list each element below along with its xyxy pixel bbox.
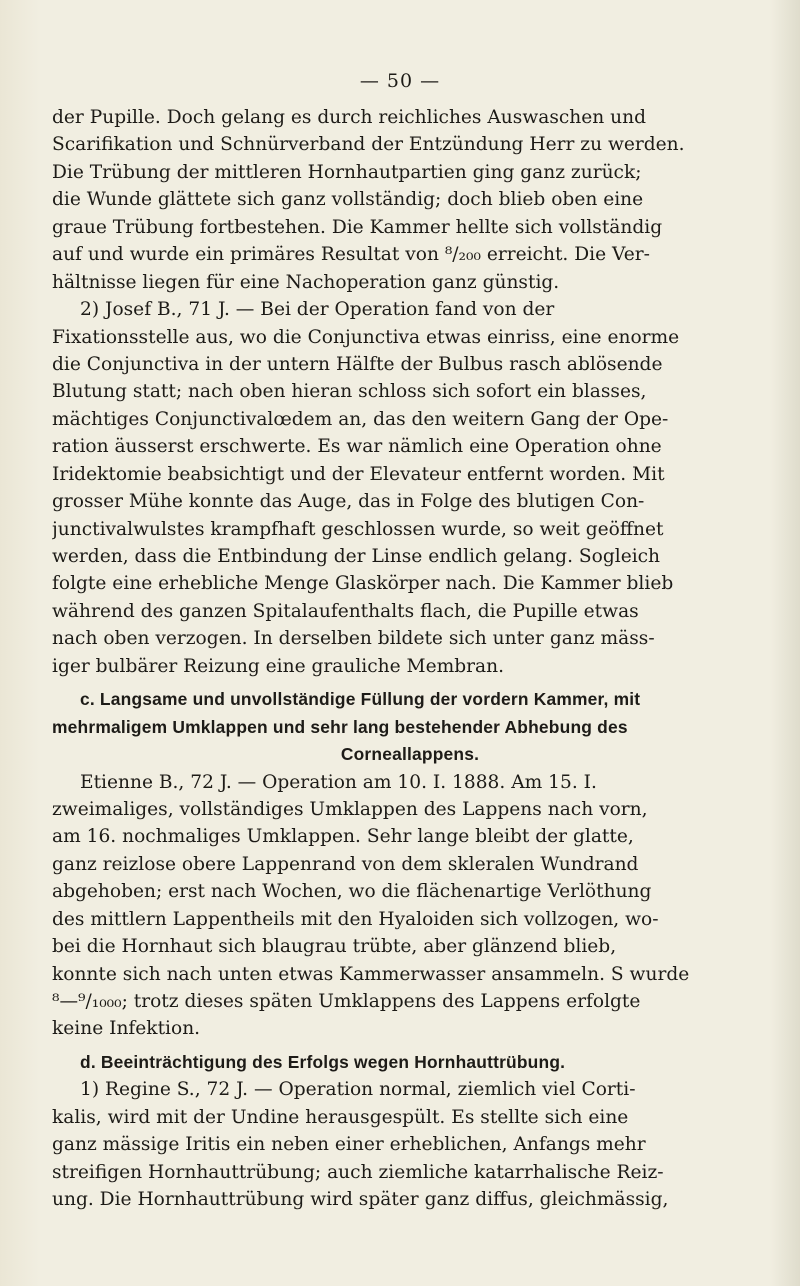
page-number: — 50 — [359, 70, 441, 92]
text-line: zweimaliges, vollständiges Umklappen des Lappens nach vorn, [52, 798, 648, 820]
text-line: ganz mässige Iritis ein neben einer erheblichen, Anfangs mehr [52, 1134, 646, 1156]
text-line: abgehoben; erst nach Wochen, wo die flächenartige Verlöthung [52, 881, 652, 903]
text-line: konnte sich nach unten etwas Kammerwasser ansammeln. S wurde [52, 963, 690, 985]
text-line: streifigen Hornhauttrübung; auch ziemliche katarrhalische Reiz- [52, 1161, 664, 1183]
text-line: ⁸—⁹/₁₀₀₀; trotz dieses späten Umklappens des Lappens erfolgte [52, 991, 641, 1012]
text-line: folgte eine erhebliche Menge Glaskörper nach. Die Kammer blieb [52, 573, 674, 595]
text-line: iger bulbärer Reizung eine grauliche Membran. [52, 655, 504, 677]
case-2-start: 2) Josef B., 71 J. — Bei der Operation fand von der [80, 299, 555, 321]
text-line: am 16. nochmaliges Umklappen. Sehr lange bleibt der glatte, [52, 826, 634, 848]
section-heading-c: c. Langsame und unvollständige Füllung der vordern Kammer, mit [80, 689, 641, 710]
section-heading-c-cont: mehrmaligem Umklappen und sehr lang bestehender Abhebung des [52, 716, 628, 737]
case-etienne-start: Etienne B., 72 J. — Operation am 10. I. 1888. Am 15. I. [80, 771, 597, 793]
text-line: die Wunde glättete sich ganz vollständig; doch blieb oben eine [52, 189, 644, 211]
section-heading-c-end: Corneallappens. [340, 744, 480, 765]
case-regine-start: 1) Regine S., 72 J. — Operation normal, ziemlich viel Corti- [80, 1079, 636, 1101]
text-line: Fixationsstelle aus, wo die Conjunctiva etwas einriss, eine enorme [52, 326, 680, 348]
text-line: kalis, wird mit der Undine herausgespült. Es stellte sich eine [52, 1106, 629, 1128]
text-line: Iridektomie beabsichtigt und der Elevateur entfernt worden. Mit [52, 463, 665, 485]
text-line: hältnisse liegen für eine Nachoperation ganz günstig. [52, 271, 560, 293]
text-line: bei die Hornhaut sich blaugrau trübte, aber glänzend blieb, [52, 936, 617, 958]
text-line: die Conjunctiva in der untern Hälfte der Bulbus rasch ablösende [52, 353, 663, 375]
text-line: auf und wurde ein primäres Resultat von ⁸/₂₀₀ erreicht. Die Ver- [52, 244, 650, 266]
text-line: der Pupille. Doch gelang es durch reichliches Auswaschen und [52, 107, 646, 128]
text-line: Die Trübung der mittleren Hornhautpartien ging ganz zurück; [52, 161, 642, 183]
text-line: des mittlern Lappentheils mit den Hyaloiden sich vollzogen, wo- [52, 908, 659, 930]
text-line: junctivalwulstes krampfhaft geschlossen wurde, so weit geöffnet [52, 518, 664, 540]
text-line: während des ganzen Spitalaufenthalts flach, die Pupille etwas [52, 600, 639, 622]
text-line: nach oben verzogen. In derselben bildete sich unter ganz mäss- [52, 628, 655, 650]
section-heading-d: d. Beeinträchtigung des Erfolgs wegen Hornhauttrübung. [80, 1051, 566, 1072]
text-line: werden, dass die Entbindung der Linse endlich gelang. Sogleich [52, 546, 661, 567]
text-line: graue Trübung fortbestehen. Die Kammer hellte sich vollständig [52, 216, 663, 238]
text-line: Scarifikation und Schnürverband der Entzündung Herr zu werden. [52, 134, 685, 156]
body-text [52, 104, 768, 1214]
text-line: grosser Mühe konnte das Auge, das in Folge des blutigen Con- [52, 491, 645, 513]
text-line: ung. Die Hornhauttrübung wird später ganz diffus, gleichmässig, [52, 1189, 669, 1211]
text-line: mächtiges Conjunctivalœdem an, das den weitern Gang der Ope- [52, 408, 669, 430]
text-line: ration äusserst erschwerte. Es war nämlich eine Operation ohne [52, 436, 662, 458]
text-line: ganz reizlose obere Lappenrand von dem skleralen Wundrand [52, 853, 639, 875]
text-line: keine Infektion. [52, 1018, 201, 1040]
text-line: Blutung statt; nach oben hieran schloss sich sofort ein blasses, [52, 381, 647, 403]
